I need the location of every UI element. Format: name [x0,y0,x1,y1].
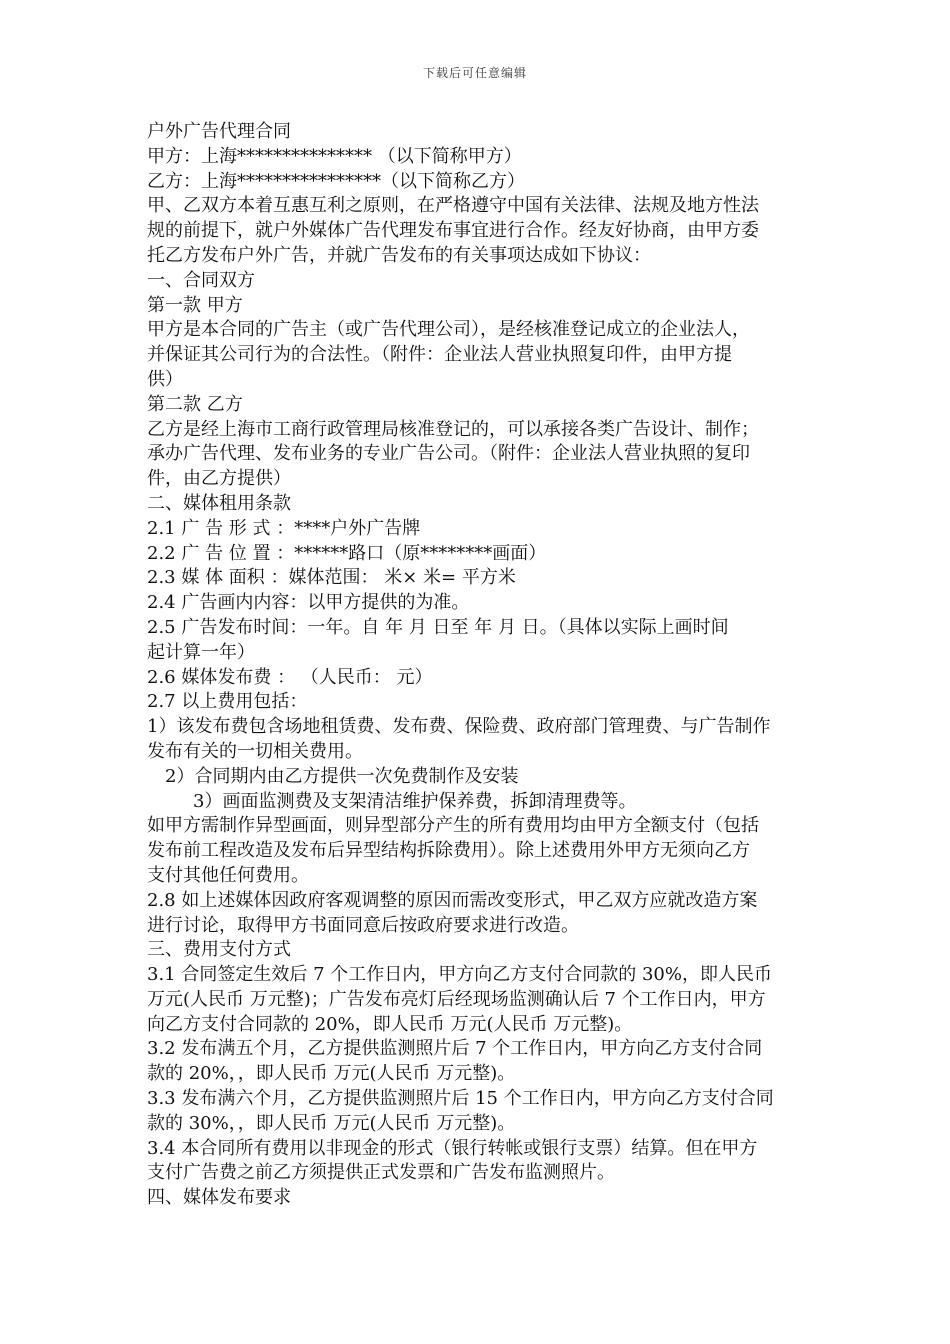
paragraph-line: 如甲方需制作异型画面，则异型部分产生的所有费用均由甲方全额支付（包括 [147,815,759,837]
paragraph-line: 甲方是本合同的广告主（或广告代理公司），是经核准登记成立的企业法人， [147,319,750,341]
list-item: 1）该发布费包含场地租赁费、发布费、保险费、政府部门管理费、与广告制作 [147,716,771,738]
clause-item: 2.6 媒体发布费 ： （人民币： 元） [147,666,433,688]
paragraph-line: 进行讨论，取得甲方书面同意后按政府要求进行改造。 [147,914,579,936]
clause-item: 2.2 广 告 位 置 ：******路口（原********画面） [147,542,547,564]
section-heading: 四、媒体发布要求 [147,1187,291,1209]
clause-heading: 第二款 乙方 [147,393,243,415]
paragraph-line: 款的 30%，，即人民币 万元(人民币 万元整)。 [147,1112,516,1134]
clause-item: 2.3 媒 体 面积 ：媒体范围： 米× 米= 平方米 [147,567,516,589]
page-header: 下载后可任意编辑 [422,66,527,80]
list-item: 2）合同期内由乙方提供一次免费制作及安装 [165,765,519,787]
paragraph-line: 起计算一年） [147,641,255,663]
paragraph-line: 乙方是经上海市工商行政管理局核准登记的，可以承接各类广告设计、制作； [147,418,759,440]
clause-item: 2.4 广告画内内容：以甲方提供的为准。 [147,592,470,614]
clause-item: 2.5 广告发布时间：一年。自 年 月 日至 年 月 日。（具体以实际上画时间 [147,616,729,638]
paragraph-line: 并保证其公司行为的合法性。（附件：企业法人营业执照复印件，由甲方提 [147,344,732,366]
paragraph-line: 发布前工程改造及发布后异型结构拆除费用）。除上述费用外甲方无须向乙方 [147,840,750,862]
paragraph-line: 件，由乙方提供） [147,468,291,490]
paragraph-line: 发布有关的一切相关费用。 [147,740,363,762]
list-item: 3）画面监测费及支架清洁维护保养费，拆卸清理费等。 [193,790,637,812]
paragraph-line: 甲、乙双方本着互惠互利之原则，在严格遵守中国有关法律、法规及地方性法 [147,195,759,217]
paragraph-line: 万元(人民币 万元整)；广告发布亮灯后经现场监测确认后 7 个工作日内，甲方 [147,988,766,1010]
party-a-line: 甲方：上海*************** （以下简称甲方） [147,145,522,167]
paragraph-line: 供） [147,368,183,390]
clause-item: 2.1 广 告 形 式 ：****户外广告牌 [147,517,421,539]
document-body [147,120,817,1211]
paragraph-line: 承办广告代理、发布业务的专业广告公司。（附件：企业法人营业执照的复印 [147,443,750,465]
party-b-line: 乙方：上海****************（以下简称乙方） [147,170,525,192]
paragraph-line: 支付广告费之前乙方须提供正式发票和广告发布监测照片。 [147,1162,615,1184]
paragraph-line: 向乙方支付合同款的 20%，即人民币 万元(人民币 万元整)。 [147,1013,633,1035]
paragraph-line: 托乙方发布户外广告，并就广告发布的有关事项达成如下协议： [147,244,651,266]
paragraph-line: 款的 20%，，即人民币 万元(人民币 万元整)。 [147,1063,516,1085]
clause-item: 2.8 如上述媒体因政府客观调整的原因而需改变形式，甲乙双方应就改造方案 [147,889,758,911]
section-heading: 一、合同双方 [147,269,255,291]
clause-item: 3.4 本合同所有费用以非现金的形式（银行转帐或银行支票）结算。但在甲方 [147,1137,758,1159]
clause-item: 3.1 合同签定生效后 7 个工作日内，甲方向乙方支付合同款的 30%，即人民币 [147,964,772,986]
paragraph-line: 支付其他任何费用。 [147,864,309,886]
clause-item: 2.7 以上费用包括： [147,691,308,713]
document-title: 户外广告代理合同 [147,121,291,142]
clause-item: 3.3 发布满六个月，乙方提供监测照片后 15 个工作日内，甲方向乙方支付合同 [147,1088,774,1110]
clause-item: 3.2 发布满五个月，乙方提供监测照片后 7 个工作日内，甲方向乙方支付合同 [147,1038,763,1060]
clause-heading: 第一款 甲方 [147,294,243,316]
section-heading: 三、费用支付方式 [147,939,291,961]
section-heading: 二、媒体租用条款 [147,492,291,514]
paragraph-line: 规的前提下，就户外媒体广告代理发布事宜进行合作。经友好协商，由甲方委 [147,220,759,242]
